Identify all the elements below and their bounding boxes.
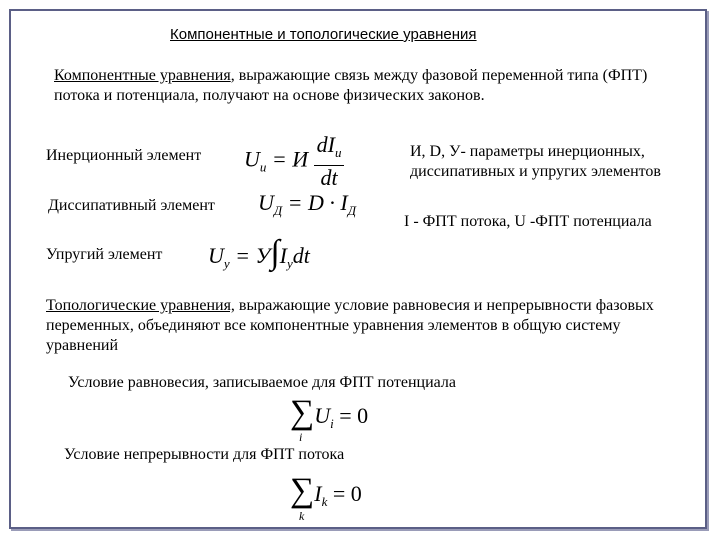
- elastic-label: Упругий элемент: [46, 246, 163, 263]
- equilibrium-term: U: [314, 403, 331, 428]
- elastic-var-sub: у: [286, 256, 293, 271]
- elastic-formula: [208, 236, 310, 272]
- equilibrium-index: i: [299, 430, 303, 444]
- elastic-integral: ∫: [270, 234, 280, 271]
- inertial-label: Инерционный элемент: [46, 147, 202, 164]
- equilibrium-sum: ∑: [290, 394, 315, 431]
- continuity-formula: [290, 474, 362, 510]
- component-rest: , выражающие связь между фазовой переменной типа (ФПТ) потока и потенциала, получают на основе физических законов.: [54, 67, 648, 104]
- dissipative-label: Диссипативный элемент: [48, 197, 215, 214]
- elastic-lhs: U: [208, 243, 224, 268]
- continuity-sum: ∑: [290, 472, 315, 509]
- elastic-dt: dt: [292, 243, 310, 268]
- topological-lead: Топологические уравнения,: [46, 297, 235, 314]
- elastic-eq: = У: [229, 243, 271, 268]
- inertial-num-sub: и: [334, 145, 342, 160]
- topological-rest: выражающие условие равновесия и непрерывности фазовых переменных, объединяют все компонентные уравнения элементов в общую систему уравнений: [46, 297, 654, 354]
- equilibrium-formula: [290, 396, 368, 432]
- inertial-lhs: U: [244, 146, 260, 172]
- elastic-lhs-sub: у: [223, 256, 230, 271]
- continuity-index: k: [299, 509, 305, 523]
- inertial-lhs-sub: и: [259, 159, 267, 175]
- inertial-fraction: [314, 133, 345, 190]
- inertial-formula: [244, 133, 344, 190]
- inertial-den: dt: [320, 165, 338, 190]
- equilibrium-term-sub: i: [330, 416, 334, 431]
- variables-note: I - ФПТ потока, U -ФПТ потенциала: [404, 213, 652, 230]
- component-lead: Компонентные уравнения: [54, 67, 231, 84]
- equilibrium-label: Условие равновесия, записываемое для ФПТ потенциала: [68, 374, 456, 391]
- topological-paragraph: [46, 296, 686, 356]
- dissipative-rhs-sub: Д: [347, 203, 357, 218]
- component-paragraph: [54, 66, 654, 106]
- dissipative-rhs: = D · I: [282, 190, 348, 215]
- slide-title: Компонентные и топологические уравнения: [170, 26, 477, 43]
- continuity-term: I: [314, 481, 322, 506]
- inertial-num: dI: [316, 132, 335, 157]
- dissipative-lhs: U: [258, 190, 274, 215]
- dissipative-lhs-sub: Д: [273, 203, 283, 218]
- continuity-rhs: = 0: [327, 481, 362, 506]
- elastic-var: I: [279, 243, 287, 268]
- continuity-label: Условие непрерывности для ФПТ потока: [64, 446, 345, 463]
- equilibrium-rhs: = 0: [333, 403, 369, 428]
- dissipative-formula: [258, 190, 356, 219]
- params-note: И, D, У- параметры инерционных, диссипативных и упругих элементов: [410, 143, 661, 180]
- inertial-eq: = И: [266, 146, 314, 172]
- continuity-term-sub: k: [321, 494, 328, 509]
